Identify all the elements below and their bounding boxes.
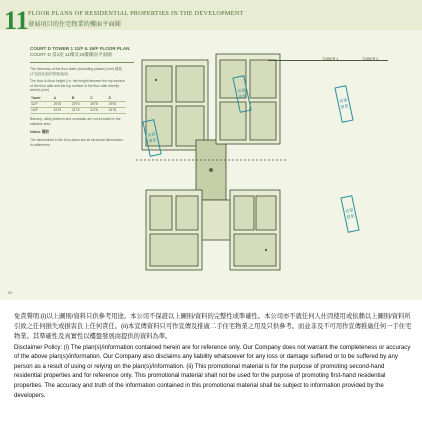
thickness-note: The thickness of the floor slabs (excluding plaster) (mm) 樓板(不包括灰泥)的厚度(毫米) (30, 67, 122, 76)
table-cell: 3175 (89, 107, 107, 113)
table-cell: C (89, 96, 107, 102)
height-table (30, 96, 126, 114)
table-cell: B (71, 96, 89, 102)
watermark-stamp: 香港置業 (334, 85, 353, 123)
disclaimer-zh: 免責聲明:(i)以上圖則/資料只供參考用途。本公司不保證以上圖則/資料的完整性或準確性。本公司亦不就任何人仕因使用或依賴以上圖則/資料所引致之任何損失或損害負上任何責任。(ii)本宣傳資料只可作宣傳及推廣二手住宅物業之用及只供參考。而並非及不可用作宣傳推廣任何一手住宅物業。其準確性及真實性以樓盤發展商提供的資料為準。 (14, 313, 412, 341)
table-cell: 3175 (53, 107, 71, 113)
divider (30, 62, 134, 63)
watermark-stamp: 香港置業 (232, 75, 251, 113)
watermark-stamp: 香港置業 (142, 119, 161, 157)
table-cell: 3175 (71, 107, 89, 113)
height-note: The floor-to-floor height (i.e. the height between the top surface of the floor slab and the top surface of the floor slab directly above) (mm) (30, 79, 125, 93)
table-cell: 2975 (108, 101, 126, 107)
features-note: Balcony, utility platform and verandah are not included in the saleable area (30, 116, 121, 126)
notes-heading: Notes 備註 (30, 130, 50, 135)
table-cell: Tower (30, 96, 53, 102)
watermark-stamp: 香港置業 (340, 195, 359, 233)
table-cell: 2975 (53, 101, 71, 107)
table-cell: 2975 (89, 101, 107, 107)
section-title-en: FLOOR PLANS OF RESIDENTIAL PROPERTIES IN THE DEVELOPMENT (28, 10, 244, 17)
table-row (30, 107, 126, 113)
table-cell: A (53, 96, 71, 102)
table-cell: 16/F (30, 107, 53, 113)
plan-title-zh: COURT D 第1座 11樓及16樓樓面平面圖 (30, 52, 112, 57)
table-cell: 11/F (30, 101, 53, 107)
section-title-zh: 發展項目的住宅物業的樓面平面圖 (28, 21, 121, 28)
tower-label-1: TOWER 1 (322, 57, 339, 61)
floor-plan-drawing (136, 40, 286, 286)
plan-info-column (30, 46, 130, 147)
table-cell: 3175 (108, 107, 126, 113)
table-cell: D (108, 96, 126, 102)
disclaimer-block (14, 312, 412, 400)
plan-title-en: COURT D TOWER 1 11/F & 16/F FLOOR PLAN (30, 46, 130, 51)
table-cell: 2975 (71, 101, 89, 107)
notes-text: The dimensions in the floor plans are all structural dimensions in millimetres. (30, 138, 123, 147)
page-number: 50 (8, 290, 13, 295)
chapter-number: 11 (4, 6, 29, 35)
disclaimer-en: Disclaimer Policy: (i) The plan(s)/information contained herein are for reference only. Our Company does not warrant the completeness or accuracy of the above plan(s)/information. Our Company also disclaims any liability whatsoever for any loss or damage suffered or to be suffered by any person as a result of using or relying on the plan(s)/information. (ii) This promotional material is for the purpose of promoting second-hand residential properties and for reference only. This promotional material shall not be used for the purpose of promoting first-hand residential properties. The accuracy and truth of the information contained in this promotional material shall be subject to information provided by the developers. (14, 343, 411, 399)
tower-label-2: TOWER 2 (362, 57, 379, 61)
